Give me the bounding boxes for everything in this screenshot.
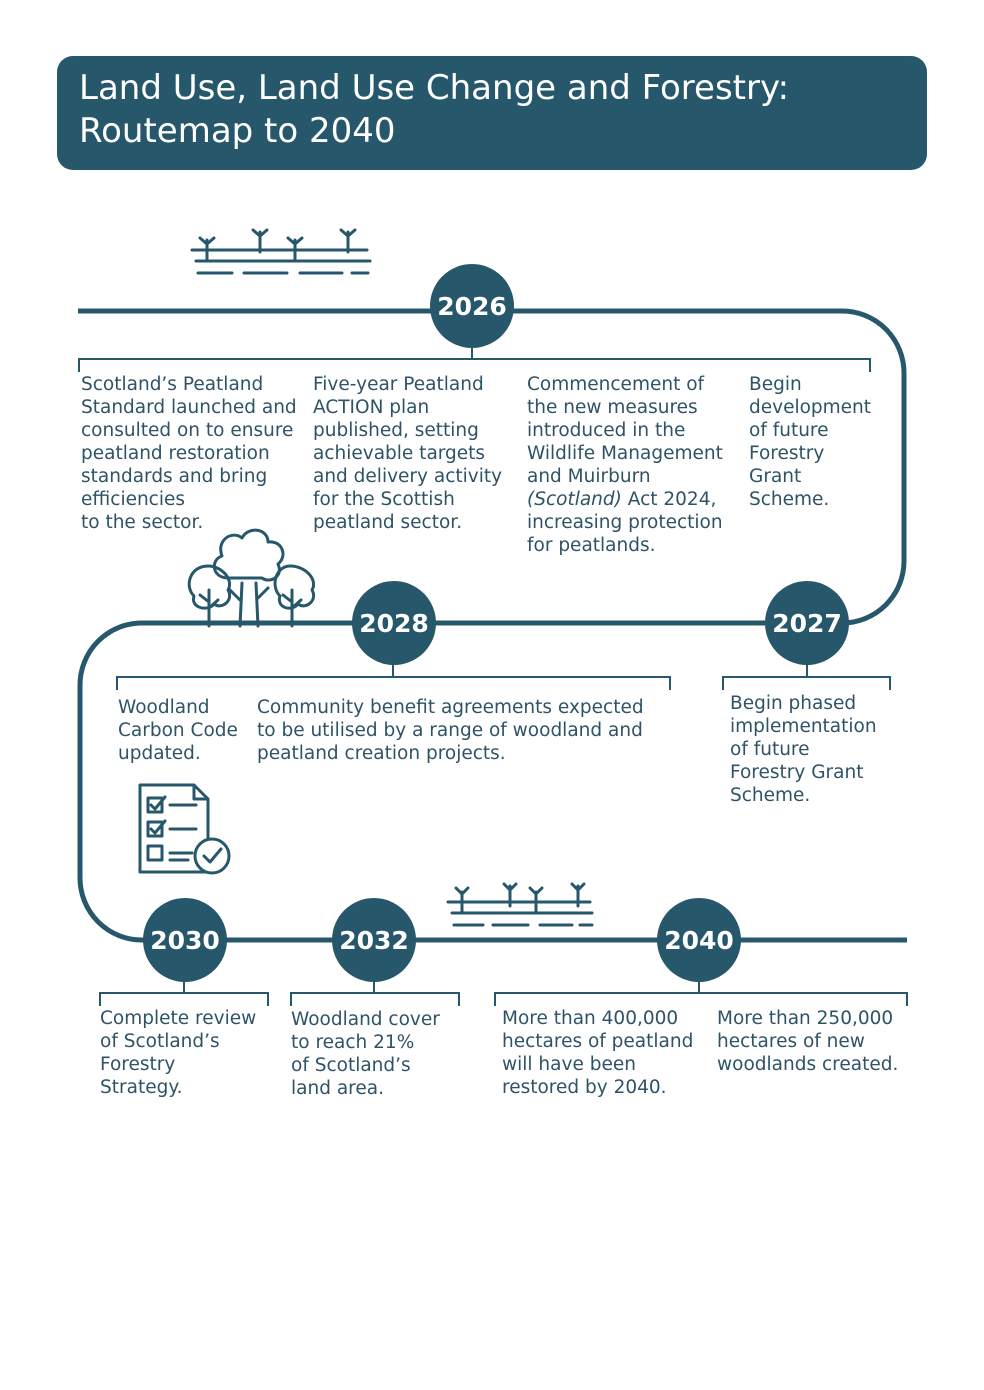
milestone-2040-new-woodlands: More than 250,000 hectares of new woodlands created. — [717, 1008, 899, 1075]
year-2030-badge: 2030 — [143, 898, 227, 982]
milestone-2027-phased-implementation: Begin phased implementation of future Forestry Grant Scheme. — [730, 693, 877, 806]
year-2032-badge: 2032 — [332, 898, 416, 982]
milestone-2032-woodland-cover: Woodland cover to reach 21% of Scotland’s land area. — [291, 1009, 440, 1099]
milestone-2026-wildlife-act — [527, 373, 723, 557]
title-line-2: Routemap to 2040 — [79, 111, 396, 151]
milestone-2028-carbon-code: Woodland Carbon Code updated. — [118, 697, 238, 764]
bracket-2026 — [79, 345, 870, 372]
milestone-2026-peatland-standard: Scotland’s Peatland Standard launched and consulted on to ensure peatland restoration standards and bring efficiencies to the sector. — [81, 374, 297, 533]
wildlife-act-text-2: Act 2024, increasing protection for peatlands. — [527, 489, 723, 556]
year-2026-badge: 2026 — [430, 264, 514, 348]
wildlife-act-text-1: Commencement of the new measures introduced in the Wildlife Management and Muirburn — [527, 374, 723, 487]
year-2028-badge: 2028 — [352, 581, 436, 665]
checklist-icon — [140, 785, 229, 873]
year-2040-badge: 2040 — [657, 898, 741, 982]
peatland-icon — [448, 884, 592, 925]
bracket-2040 — [495, 980, 907, 1006]
year-2027-badge: 2027 — [765, 581, 849, 665]
wildlife-act-italic: (Scotland) — [527, 489, 622, 510]
milestone-2040-peatland-restored: More than 400,000 hectares of peatland will have been restored by 2040. — [502, 1008, 694, 1098]
bracket-2032 — [291, 980, 459, 1006]
peatland-icon — [192, 230, 370, 273]
bracket-2030 — [100, 980, 268, 1006]
bracket-2028 — [117, 663, 670, 690]
milestone-2026-forestry-grant: Begin development of future Forestry Grant Scheme. — [749, 374, 872, 510]
trees-icon — [189, 530, 313, 626]
milestone-2028-community-benefit: Community benefit agreements expected to be utilised by a range of woodland and peatland creation projects. — [257, 697, 644, 764]
title-line-1: Land Use, Land Use Change and Forestry: — [79, 68, 790, 108]
bracket-2027 — [723, 663, 890, 690]
milestone-2026-peatland-action-plan: Five-year Peatland ACTION plan published, setting achievable targets and delivery activity for the Scottish peatland sector. — [313, 374, 503, 533]
milestone-2030-forestry-review: Complete review of Scotland’s Forestry Strategy. — [100, 1008, 257, 1098]
